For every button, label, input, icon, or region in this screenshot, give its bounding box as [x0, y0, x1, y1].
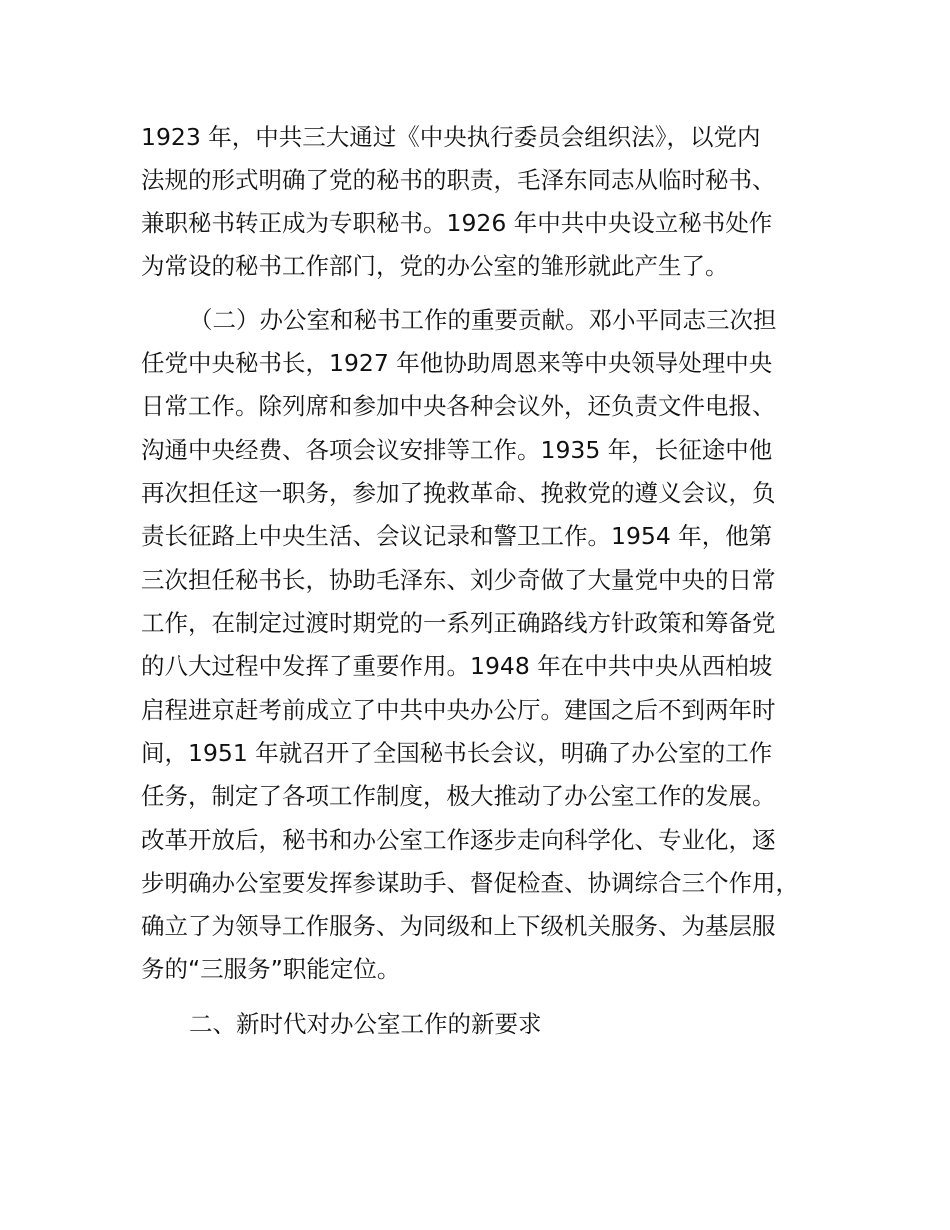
paragraph-2-line-5: 再次担任这一职务，参加了挽救革命、挽救党的遵义会议，负: [141, 479, 776, 507]
paragraph-2-line-1: （二）办公室和秘书工作的重要贡献。邓小平同志三次担: [189, 306, 777, 334]
paragraph-2-line-16: 务的“三服务”职能定位。: [141, 955, 401, 983]
section-heading: 二、新时代对办公室工作的新要求: [189, 1010, 542, 1038]
paragraph-2-line-12: 任务，制定了各项工作制度，极大推动了办公室工作的发展。: [141, 782, 776, 810]
paragraph-2-line-8: 工作，在制定过渡时期党的一系列正确路线方针政策和筹备党: [141, 609, 776, 637]
paragraph-2-line-15: 确立了为领导工作服务、为同级和上下级机关服务、为基层服: [141, 912, 776, 940]
paragraph-2-line-2: 任党中央秘书长，1927 年他协助周恩来等中央领导处理中央: [141, 349, 773, 377]
paragraph-2-line-7: 三次担任秘书长，协助毛泽东、刘少奇做了大量党中央的日常: [141, 566, 776, 594]
paragraph-2-line-10: 启程进京赶考前成立了中共中央办公厅。建国之后不到两年时: [141, 696, 776, 724]
paragraph-2-line-3: 日常工作。除列席和参加中央各种会议外，还负责文件电报、: [141, 392, 776, 420]
paragraph-2-line-14: 步明确办公室要发挥参谋助手、督促检查、协调综合三个作用，: [141, 869, 799, 897]
paragraph-1-line-3: 兼职秘书转正成为专职秘书。1926 年中共中央设立秘书处作: [141, 209, 773, 237]
paragraph-1-line-2: 法规的形式明确了党的秘书的职责，毛泽东同志从临时秘书、: [141, 166, 776, 194]
paragraph-2-line-13: 改革开放后，秘书和办公室工作逐步走向科学化、专业化，逐: [141, 826, 776, 854]
paragraph-2-line-9: 的八大过程中发挥了重要作用。1948 年在中共中央从西柏坡: [141, 652, 773, 680]
paragraph-2-line-4: 沟通中央经费、各项会议安排等工作。1935 年，长征途中他: [141, 436, 773, 464]
paragraph-1-line-1: 1923 年，中共三大通过《中央执行委员会组织法》，以党内: [141, 123, 761, 151]
paragraph-2-line-11: 间，1951 年就召开了全国秘书长会议，明确了办公室的工作: [141, 739, 773, 767]
paragraph-2-line-6: 责长征路上中央生活、会议记录和警卫工作。1954 年，他第: [141, 522, 773, 550]
paragraph-1-line-4: 为常设的秘书工作部门，党的办公室的雏形就此产生了。: [141, 252, 729, 280]
